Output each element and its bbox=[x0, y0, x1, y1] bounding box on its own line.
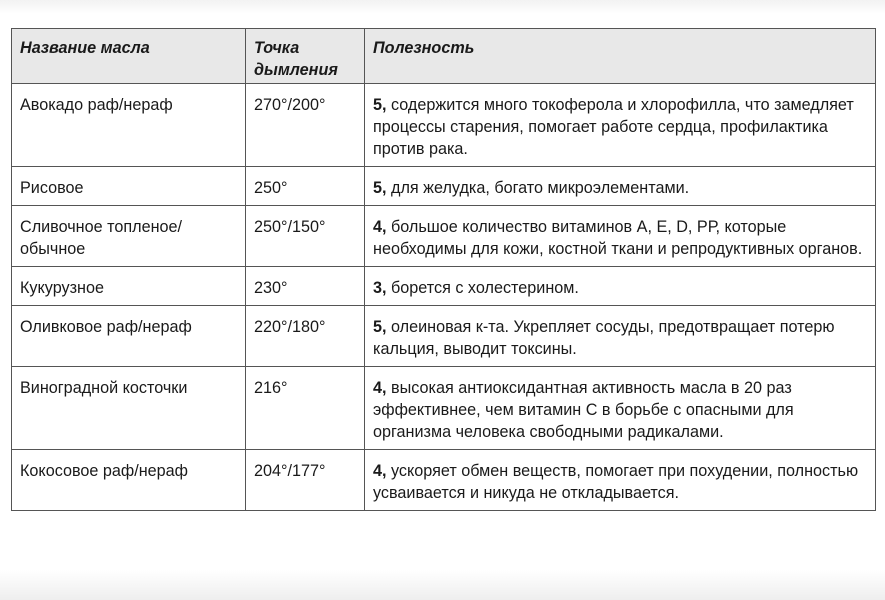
cell-benefit bbox=[365, 84, 876, 167]
table-row bbox=[12, 206, 876, 267]
cell-benefit bbox=[365, 367, 876, 450]
header-benefit: Полезность bbox=[365, 29, 876, 84]
header-smoke-line2: дымления bbox=[254, 61, 338, 79]
benefit-text: содержится много токоферола и хлорофилла, что замедляет процессы старения, помогает работе сердца, профилактика против рака. bbox=[373, 96, 854, 158]
benefit-score: 5, bbox=[373, 96, 387, 114]
cell-benefit bbox=[365, 306, 876, 367]
benefit-score: 4, bbox=[373, 218, 387, 236]
benefit-score: 4, bbox=[373, 462, 387, 480]
benefit-text: высокая антиоксидантная активность масла в 20 раз эффективнее, чем витамин С в борьбе с опасными для организма человека свободными радикалами. bbox=[373, 379, 794, 441]
benefit-text: борется с холестерином. bbox=[386, 279, 579, 297]
cell-benefit bbox=[365, 206, 876, 267]
table-row bbox=[12, 267, 876, 306]
cell-smoke-point: 230° bbox=[246, 267, 365, 306]
benefit-score: 4, bbox=[373, 379, 387, 397]
cell-oil-name: Оливковое раф/нераф bbox=[12, 306, 246, 367]
cell-oil-name: Виноградной косточки bbox=[12, 367, 246, 450]
benefit-text: олеиновая к-та. Укрепляет сосуды, предотвращает потерю кальция, выводит токсины. bbox=[373, 318, 835, 358]
cell-oil-name: Кокосовое раф/нераф bbox=[12, 450, 246, 511]
oils-table bbox=[11, 28, 876, 511]
benefit-text: ускоряет обмен веществ, помогает при похудении, полностью усваивается и никуда не откладывается. bbox=[373, 462, 859, 502]
cell-smoke-point: 250°/150° bbox=[246, 206, 365, 267]
benefit-text: большое количество витаминов А, Е, D, РР, которые необходимы для кожи, костной ткани и репродуктивных органов. bbox=[373, 218, 863, 258]
cell-oil-name: Рисовое bbox=[12, 167, 246, 206]
top-shadow-band bbox=[0, 0, 885, 14]
cell-smoke-point: 220°/180° bbox=[246, 306, 365, 367]
table-row bbox=[12, 84, 876, 167]
cell-oil-name: Сливочное топленое/ обычное bbox=[12, 206, 246, 267]
cell-benefit bbox=[365, 450, 876, 511]
benefit-score: 5, bbox=[373, 179, 387, 197]
table-row bbox=[12, 167, 876, 206]
benefit-score: 5, bbox=[373, 318, 387, 336]
table-row bbox=[12, 450, 876, 511]
header-smoke-point bbox=[246, 29, 365, 84]
cell-benefit bbox=[365, 167, 876, 206]
cell-oil-name: Авокадо раф/нераф bbox=[12, 84, 246, 167]
table-row bbox=[12, 306, 876, 367]
header-smoke-line1: Точка bbox=[254, 39, 300, 57]
header-row bbox=[12, 29, 876, 84]
bottom-shadow-band bbox=[0, 570, 885, 600]
benefit-text: для желудка, богато микроэлементами. bbox=[386, 179, 690, 197]
cell-smoke-point: 204°/177° bbox=[246, 450, 365, 511]
cell-smoke-point: 216° bbox=[246, 367, 365, 450]
header-oil-name: Название масла bbox=[12, 29, 246, 84]
table-row bbox=[12, 367, 876, 450]
benefit-score: 3, bbox=[373, 279, 387, 297]
cell-benefit bbox=[365, 267, 876, 306]
cell-smoke-point: 250° bbox=[246, 167, 365, 206]
cell-oil-name: Кукурузное bbox=[12, 267, 246, 306]
cell-smoke-point: 270°/200° bbox=[246, 84, 365, 167]
